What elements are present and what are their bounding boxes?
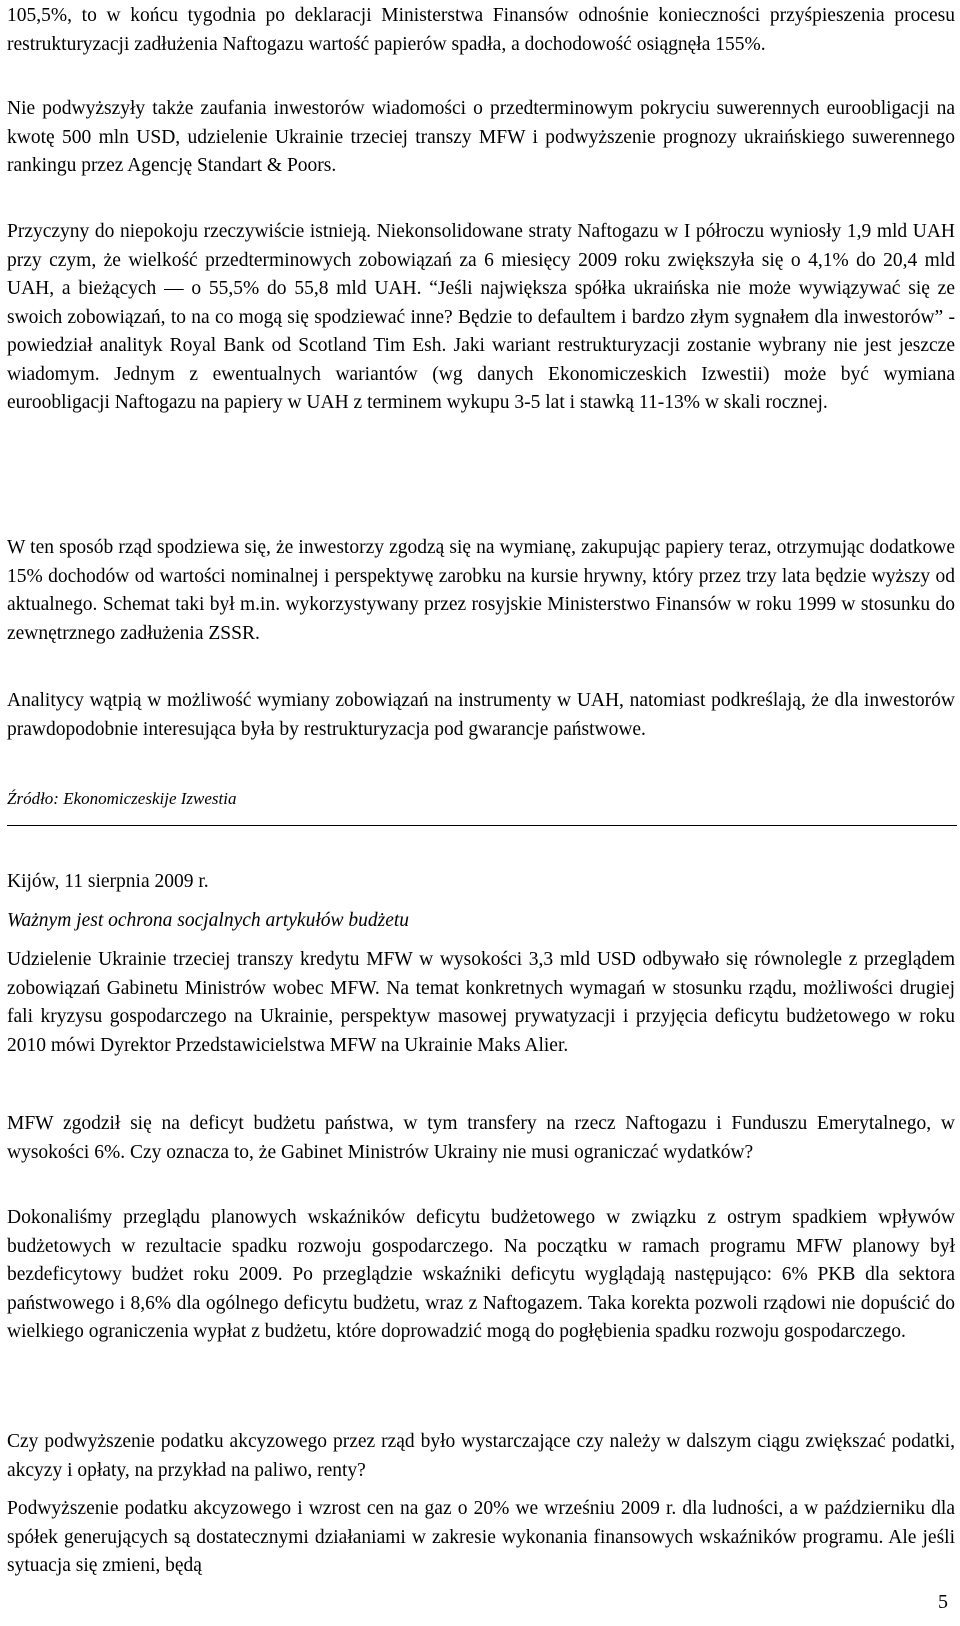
paragraph: MFW zgodził się na deficyt budżetu państwa, w tym transfery na rzecz Naftogazu i Funduszu Emerytalnego, w wysokości 6%. Czy oznacza to, że Gabinet Ministrów Ukrainy nie musi ograniczać wydatków? — [7, 1113, 955, 1163]
paragraph: Udzielenie Ukrainie trzeciej transzy kredytu MFW w wysokości 3,3 mld USD odbywało się równolegle z przeglądem zobowiązań Gabinetu Ministrów wobec MFW. Na temat konkretnych wymagań w stosunku rządu, możliwości drugiej fali kryzysu gospodarczego na Ukrainie, perspektyw masowej prywatyzacji i przyjęcia deficytu budżetowego w roku 2010 mówi Dyrektor Przedstawicielstwa MFW na Ukrainie Maks Alier. — [7, 949, 955, 1056]
dateline: Kijów, 11 sierpnia 2009 r. — [7, 871, 209, 892]
section-divider — [7, 825, 957, 826]
paragraph: Dokonaliśmy przeglądu planowych wskaźników deficytu budżetowego w związku z ostrym spadkiem wpływów budżetowych w rezultacie spadku rozwoju gospodarczego. Na początku w ramach programu MFW planowy był bezdeficytowy budżet roku 2009. Po przeglądzie wskaźniki deficytu wyglądają następująco: 6% PKB dla sektora państwowego i 8,6% dla ogólnego deficytu budżetu, wraz z Naftogazem. Taka korekta pozwoli rządowi nie dopuścić do wielkiego ograniczenia wypłat z budżetu, które doprowadzić mogą do pogłębienia spadku rozwoju gospodarczego. — [7, 1207, 955, 1342]
source-attribution: Źródło: Ekonomiczeskije Izwestia — [7, 789, 237, 808]
paragraph: 105,5%, to w końcu tygodnia po deklaracji Ministerstwa Finansów odnośnie konieczności przyśpieszenia procesu restrukturyzacji zadłużenia Naftogazu wartość papierów spadła, a dochodowość osiągnęła 155%. — [7, 5, 955, 55]
paragraph: W ten sposób rząd spodziewa się, że inwestorzy zgodzą się na wymianę, zakupując papiery teraz, otrzymując dodatkowe 15% dochodów od wartości nominalnej i perspektywę zarobku na kursie hrywny, który przez trzy lata będzie wyższy od aktualnego. Schemat taki był m.in. wykorzystywany przez rosyjskie Ministerstwo Finansów w roku 1999 w stosunku do zewnętrznego zadłużenia ZSSR. — [7, 537, 955, 644]
paragraph: Podwyższenie podatku akcyzowego i wzrost cen na gaz o 20% we wrześniu 2009 r. dla ludności, a w październiku dla spółek generujących są dostatecznymi działaniami w zakresie wykonania finansowych wskaźników programu. Ale jeśli sytuacja się zmieni, będą — [7, 1498, 955, 1576]
paragraph: Czy podwyższenie podatku akcyzowego przez rząd było wystarczające czy należy w dalszym ciągu zwiększać podatki, akcyzy i opłaty, na przykład na paliwo, renty? — [7, 1431, 955, 1481]
paragraph: Analitycy wątpią w możliwość wymiany zobowiązań na instrumenty w UAH, natomiast podkreślają, że dla inwestorów prawdopodobnie interesująca była by restrukturyzacja pod gwarancje państwowe. — [7, 690, 955, 740]
paragraph: Nie podwyższyły także zaufania inwestorów wiadomości o przedterminowym pokryciu suwerennych euroobligacji na kwotę 500 mln USD, udzielenie Ukrainie trzeciej transzy MFW i podwyższenie prognozy ukraińskiego suwerennego rankingu przez Agencję Standart & Poors. — [7, 98, 955, 176]
page-number: 5 — [938, 1591, 948, 1613]
article-title: Ważnym jest ochrona socjalnych artykułów budżetu — [7, 910, 410, 931]
paragraph: Przyczyny do niepokoju rzeczywiście istnieją. Niekonsolidowane straty Naftogazu w I półroczu wyniosły 1,9 mld UAH przy czym, że wielkość przedterminowych zobowiązań za 6 miesięcy 2009 roku zwiększyła się o 4,1% do 20,4 mld UAH, a bieżących — o 55,5% do 55,8 mld UAH. “Jeśli największa spółka ukraińska nie może wywiązywać się ze swoich zobowiązań, to na co mogą się spodziewać inne? Będzie to defaultem i bardzo złym sygnałem dla inwestorów” - powiedział analityk Royal Bank od Scotland Tim Esh. Jaki wariant restrukturyzacji zostanie wybrany nie jest jeszcze wiadomym. Jednym z ewentualnych wariantów (wg danych Ekonomiczeskich Izwestii) może być wymiana euroobligacji Naftogazu na papiery w UAH z terminem wykupu 3-5 lat i stawką 11-13% w skali rocznej. — [7, 221, 955, 413]
